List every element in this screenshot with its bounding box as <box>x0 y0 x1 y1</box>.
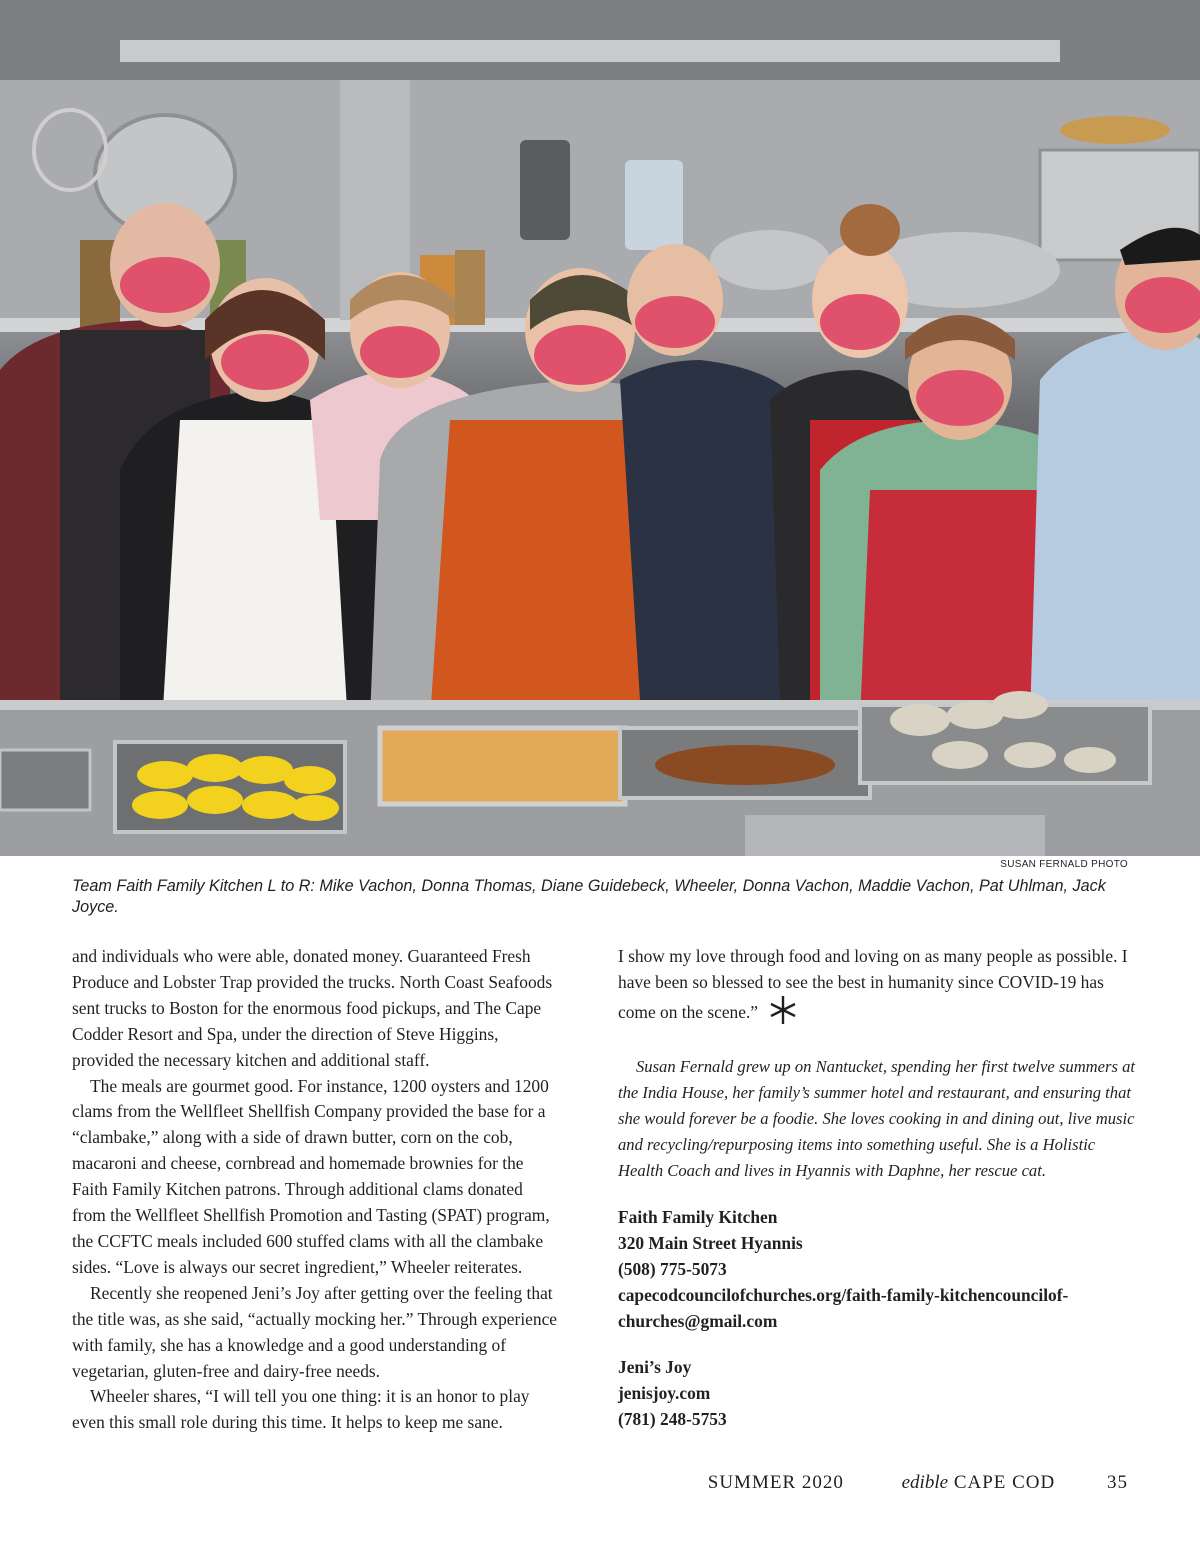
contact-address: 320 Main Street Hyannis <box>618 1232 803 1253</box>
page-number: 35 <box>1107 1472 1128 1493</box>
contact-web[interactable]: jenisjoy.com <box>618 1382 711 1403</box>
article-paragraph: The meals are gourmet good. For instance, 1200 oysters and 1200 clams from the Wellfleet Shellfish Company provided the base for a “clambake,” along with a side of drawn butter, corn on the cob, macaroni and cheese, cornbread and homemade brownies for the Faith Family Kitchen patrons. Through additional clams donated from the Wellfleet Shellfish Promotion and Tasting (SPAT) program, the CCFTC meals included 600 stuffed clams with all the clambake sides. “Love is always our secret ingredient,” Wheeler reiterates. <box>72 1075 550 1277</box>
page-footer <box>708 1472 1128 1494</box>
contact-name: Jeni’s Joy <box>618 1356 692 1377</box>
article-column-left <box>72 944 560 1436</box>
article-paragraph-end <box>618 944 1138 1032</box>
contact-block-faith-family-kitchen <box>618 1204 1138 1334</box>
author-bio: Susan Fernald grew up on Nantucket, spending her first twelve summers at the India House, her family’s summer hotel and restaurant, and ensuring that she would forever be a foodie. She loves cooking in and dining out, live music and recycling/repurposing items into something useful. She is a Holistic Health Coach and lives in Hyannis with Daphne, her rescue cat. <box>618 1056 1135 1180</box>
end-mark-icon <box>770 996 796 1032</box>
photo-caption: Team Faith Family Kitchen L to R: Mike Vachon, Donna Thomas, Diane Guidebeck, Wheeler, Donna Vachon, Maddie Vachon, Pat Uhlman, Jack Joyce. <box>72 877 1106 916</box>
article-paragraph: Recently she reopened Jeni’s Joy after getting over the feeling that the title was, as she said, “actually mocking her.” Through experience with family, she has a knowledge and a good understanding of vegetarian, gluten-free and dairy-free needs. <box>72 1282 558 1381</box>
photo-credit: SUSAN FERNALD PHOTO <box>1000 859 1128 870</box>
contact-name: Faith Family Kitchen <box>618 1206 778 1227</box>
article-closing-text: I show my love through food and loving on as many people as possible. I have been so blessed to see the best in humanity since COVID-19 has come on the scene.” <box>618 946 1128 1022</box>
contact-web[interactable]: capecodcouncilofchurches.org/faith-family-kitchencouncilof-churches@gmail.com <box>618 1284 1069 1331</box>
brand-name: CAPE COD <box>953 1472 1056 1493</box>
contact-phone: (781) 248-5753 <box>618 1408 727 1429</box>
contact-phone: (508) 775-5073 <box>618 1258 727 1279</box>
brand-italic: edible <box>901 1472 949 1493</box>
issue-label: SUMMER 2020 <box>707 1472 844 1493</box>
article-column-right <box>618 944 1138 1432</box>
article-paragraph: and individuals who were able, donated money. Guaranteed Fresh Produce and Lobster Trap provided the trucks. North Coast Seafoods sent trucks to Boston for the enormous food pickups, and The Cape Codder Resort and Spa, under the direction of Steve Higgins, provided the necessary kitchen and additional staff. <box>72 946 553 1070</box>
article-paragraph: Wheeler shares, “I will tell you one thing: it is an honor to play even this small role during this time. It helps to keep me sane. <box>72 1386 530 1433</box>
contact-block-jenis-joy <box>618 1354 1138 1432</box>
